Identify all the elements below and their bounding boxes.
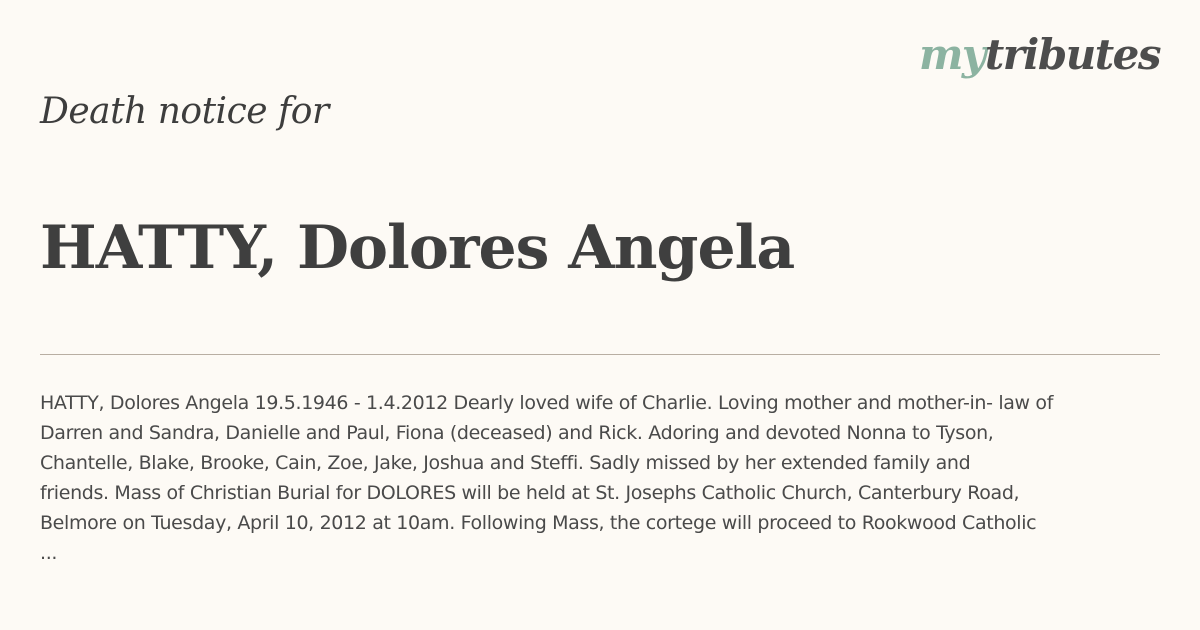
mytributes-logo[interactable]	[918, 30, 1160, 79]
logo-tributes-text: tributes	[984, 30, 1160, 79]
logo-my-text: my	[918, 30, 985, 79]
divider	[40, 354, 1160, 355]
notice-body: HATTY, Dolores Angela 19.5.1946 - 1.4.2012 Dearly loved wife of Charlie. Loving mother and mother-in- law of Darren and Sandra, Danielle and Paul, Fiona (deceased) and Rick. Adoring and devoted Nonna to Tyson, Chantelle, Blake, Brooke, Cain, Zoe, Jake, Joshua and Steffi. Sadly missed by her extended family and friends. Mass of Christian Burial for DOLORES will be held at St. Josephs Catholic Church, Canterbury Road, Belmore on Tuesday, April 10, 2012 at 10am. Following Mass, the cortege will proceed to Rookwood Catholic ...	[40, 392, 1054, 564]
notice-subtitle: Death notice for	[40, 91, 329, 132]
deceased-name: HATTY, Dolores Angela	[40, 213, 795, 283]
